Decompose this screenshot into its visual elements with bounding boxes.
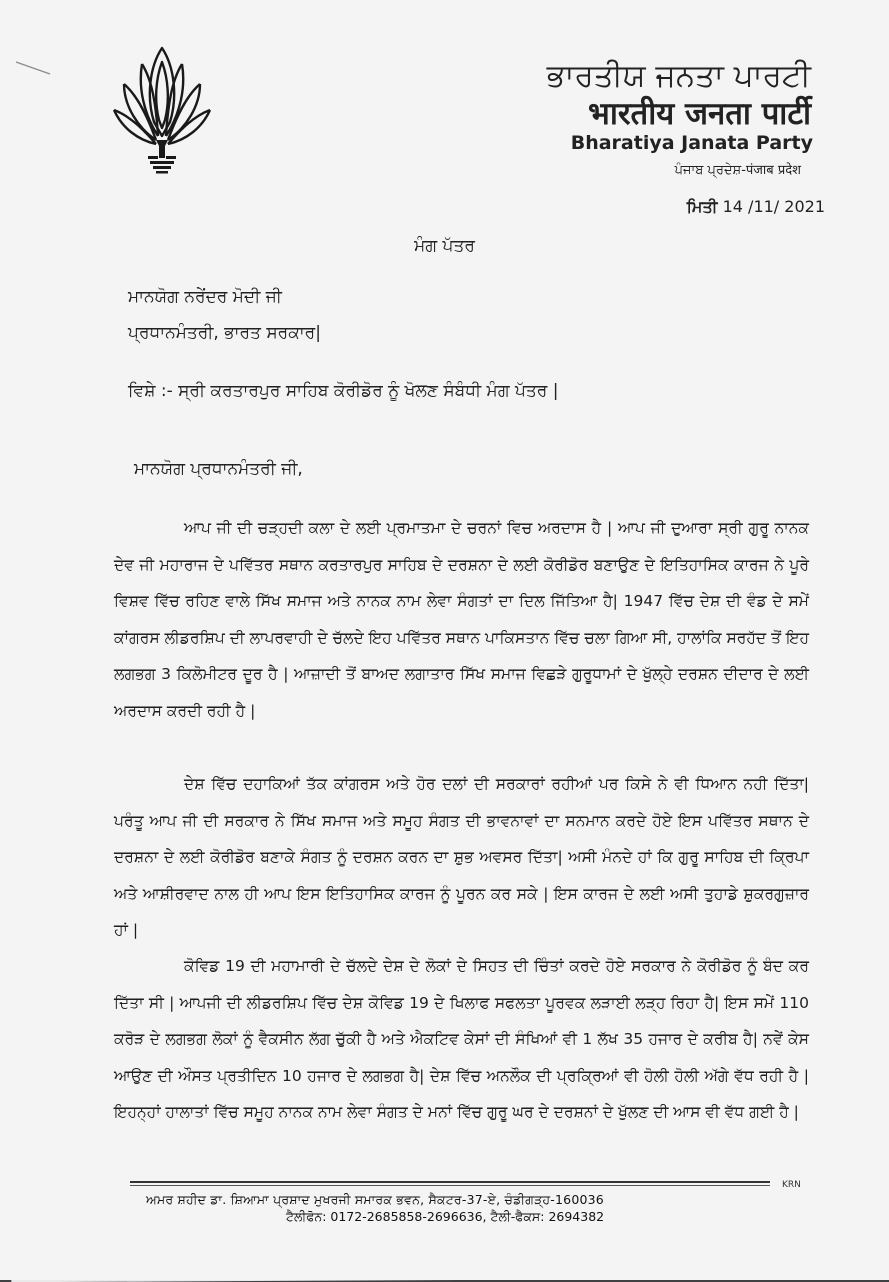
footer-address: ਅਮਰ ਸ਼ਹੀਦ ਡਾ. ਸ਼ਿਆਮਾ ਪ੍ਰਸ਼ਾਦ ਮੁਖਰਜੀ ਸਮਾਰਕ ਭਵਨ, ਸੈਕਟਰ-37-ਏ, ਚੰਡੀਗੜ੍ਹ-160036 [146,1192,604,1207]
date-line [687,197,825,217]
subject-line: ਵਿਸ਼ੇ :- ਸ੍ਰੀ ਕਰਤਾਰਪੁਰ ਸਾਹਿਬ ਕੋਰੀਡੋਰ ਨੂੰ ਖੋਲਣ ਸੰਬੰਧੀ ਮੰਗ ਪੱਤਰ | [128,381,559,401]
salutation: ਮਾਨਯੋਗ ਪ੍ਰਧਾਨਮੰਤਰੀ ਜੀ, [134,459,303,479]
date-label: ਮਿਤੀ [686,197,718,216]
party-name-hindi: भारतीय जनता पार्टी [588,96,811,132]
footer-code: KRN [782,1180,801,1190]
party-name-punjabi: ਭਾਰਤੀਯ ਜਨਤਾ ਪਾਰਟੀ [546,58,811,94]
date-value: 14 /11/ 2021 [722,197,825,216]
body-paragraph-2: ਦੇਸ਼ ਵਿੱਚ ਦਹਾਕਿਆਂ ਤੱਕ ਕਾਂਗਰਸ ਅਤੇ ਹੋਰ ਦਲਾਂ ਦੀ ਸਰਕਾਰਾਂ ਰਹੀਆਂ ਪਰ ਕਿਸੇ ਨੇ ਵੀ ਧਿਆਨ ਨਹੀ ਦਿੱਤਾ| ਪਰੰਤੂ ਆਪ ਜੀ ਦੀ ਸਰਕਾਰ ਨੇ ਸਿੱਖ ਸਮਾਜ ਅਤੇ ਸਮੂਹ ਸੰਗਤ ਦੀ ਭਾਵਨਾਵਾਂ ਦਾ ਸਨਮਾਨ ਕਰਦੇ ਹੋਏ ਇਸ ਪਵਿੱਤਰ ਸਥਾਨ ਦੇ ਦਰਸ਼ਨਾ ਦੇ ਲਈ ਕੋਰੀਡੋਰ ਬਣਾਕੇ ਸੰਗਤ ਨੂੰ ਦਰਸ਼ਨ ਕਰਨ ਦਾ ਸ਼ੁਭ ਅਵਸਰ ਦਿੱਤਾ| ਅਸੀ ਮੰਨਦੇ ਹਾਂ ਕਿ ਗੁਰੂ ਸਾਹਿਬ ਦੀ ਕ੍ਰਿਪਾ ਅਤੇ ਆਸ਼ੀਰਵਾਦ ਨਾਲ ਹੀ ਆਪ ਇਸ ਇਤਿਹਾਸਿਕ ਕਾਰਜ ਨੂੰ ਪੂਰਨ ਕਰ ਸਕੇ | ਇਸ ਕਾਰਜ ਦੇ ਲਈ ਅਸੀ ਤੁਹਾਡੇ ਸ਼ੁਕਰਗੁਜ਼ਾਰ ਹਾਂ | [114,775,809,940]
addressee-name: ਮਾਨਯੋਗ ਨਰੇਂਦਰ ਮੋਦੀ ਜੀ [128,287,282,307]
footer-rule-secondary [130,1185,770,1186]
party-name-english: Bharatiya Janata Party [570,132,813,154]
letter-title: ਮੰਗ ਪੱਤਰ [414,236,475,256]
body-paragraph-1: ਆਪ ਜੀ ਦੀ ਚੜ੍ਹਦੀ ਕਲਾ ਦੇ ਲਈ ਪ੍ਰਮਾਤਮਾ ਦੇ ਚਰਨਾਂ ਵਿਚ ਅਰਦਾਸ ਹੈ | ਆਪ ਜੀ ਦੁਆਰਾ ਸ੍ਰੀ ਗੁਰੂ ਨਾਨਕ ਦੇਵ ਜੀ ਮਹਾਰਾਜ ਦੇ ਪਵਿੱਤਰ ਸਥਾਨ ਕਰਤਾਰਪੁਰ ਸਾਹਿਬ ਦੇ ਦਰਸ਼ਨਾ ਦੇ ਲਈ ਕੋਰੀਡੋਰ ਬਣਾਉਣ ਦੇ ਇਤਿਹਾਸਿਕ ਕਾਰਜ ਨੇ ਪੂਰੇ ਵਿਸ਼ਵ ਵਿੱਚ ਰਹਿਣ ਵਾਲੇ ਸਿੱਖ ਸਮਾਜ ਅਤੇ ਨਾਨਕ ਨਾਮ ਲੇਵਾ ਸੰਗਤਾਂ ਦਾ ਦਿਲ ਜਿੱਤਿਆ ਹੈ| 1947 ਵਿੱਚ ਦੇਸ਼ ਦੀ ਵੰਡ ਦੇ ਸਮੇਂ ਕਾਂਗਰਸ ਲੀਡਰਸ਼ਿਪ ਦੀ ਲਾਪਰਵਾਹੀ ਦੇ ਚੱਲਦੇ ਇਹ ਪਵਿੱਤਰ ਸਥਾਨ ਪਾਕਿਸਤਾਨ ਵਿੱਚ ਚਲਾ ਗਿਆ ਸੀ, ਹਾਲਾਂਕਿ ਸਰਹੱਦ ਤੋਂ ਇਹ ਲਗਭਗ 3 ਕਿਲੋਮੀਟਰ ਦੂਰ ਹੈ | ਆਜ਼ਾਦੀ ਤੋਂ ਬਾਅਦ ਲਗਾਤਾਰ ਸਿੱਖ ਸਮਾਜ ਵਿਛੜੇ ਗੁਰੂਧਾਮਾਂ ਦੇ ਖੁੱਲ੍ਹੇ ਦਰਸ਼ਨ ਦੀਦਾਰ ਦੇ ਲਈ ਅਰਦਾਸ ਕਰਦੀ ਰਹੀ ਹੈ | [114,519,809,720]
footer-contact: ਟੈਲੀਫੋਨ: 0172-2685858-2696636, ਟੈਲੀ-ਫੈਕਸ: 2694382 [286,1209,605,1224]
party-unit: ਪੰਜਾਬ ਪ੍ਰਦੇਸ਼-पंजाब प्रदेश [674,163,801,178]
lotus-logo-icon [112,44,212,179]
addressee-designation: ਪ੍ਰਧਾਨਮੰਤਰੀ, ਭਾਰਤ ਸਰਕਾਰ| [128,323,321,343]
body-paragraph-3: ਕੋਵਿਡ 19 ਦੀ ਮਹਾਮਾਰੀ ਦੇ ਚੱਲਦੇ ਦੇਸ਼ ਦੇ ਲੋਕਾਂ ਦੇ ਸਿਹਤ ਦੀ ਚਿੰਤਾਂ ਕਰਦੇ ਹੋਏ ਸਰਕਾਰ ਨੇ ਕੋਰੀਡੋਰ ਨੂੰ ਬੰਦ ਕਰ ਦਿੱਤਾ ਸੀ | ਆਪਜੀ ਦੀ ਲੀਡਰਸ਼ਿਪ ਵਿੱਚ ਦੇਸ਼ ਕੋਵਿਡ 19 ਦੇ ਖਿਲਾਫ ਸਫਲਤਾ ਪੂਰਵਕ ਲੜਾਈ ਲੜ੍ਹ ਰਿਹਾ ਹੈ| ਇਸ ਸਮੇਂ 110 ਕਰੋੜ ਦੇ ਲਗਭਗ ਲੋਕਾਂ ਨੂੰ ਵੈਕਸੀਨ ਲੱਗ ਚੁੱਕੀ ਹੈ ਅਤੇ ਐਕਟਿਵ ਕੇਸਾਂ ਦੀ ਸੰਖਿਆਂ ਵੀ 1 ਲੱਖ 35 ਹਜਾਰ ਦੇ ਕਰੀਬ ਹੈ| ਨਵੇਂ ਕੇਸ ਆਉਣ ਦੀ ਔਸਤ ਪ੍ਰਤੀਦਿਨ 10 ਹਜਾਰ ਦੇ ਲਗਭਗ ਹੈ| ਦੇਸ਼ ਵਿੱਚ ਅਨਲੌਕ ਦੀ ਪ੍ਰਕ੍ਰਿਆਂ ਵੀ ਹੋਲੀ ਹੋਲੀ ਅੱਗੇ ਵੱਧ ਰਹੀ ਹੈ |ਇਹਨ੍ਹਾਂ ਹਾਲਾਤਾਂ ਵਿੱਚ ਸਮੂਹ ਨਾਨਕ ਨਾਮ ਲੇਵਾ ਸੰਗਤ ਦੇ ਮਨਾਂ ਵਿੱਚ ਗੁਰੂ ਘਰ ਦੇ ਦਰਸ਼ਨਾਂ ਦੇ ਖੁੱਲਣ ਦੀ ਆਸ ਵੀ ਵੱਧ ਗਈ ਹੈ | [114,957,809,1122]
footer-rule [130,1181,770,1183]
pen-mark [14,58,54,78]
